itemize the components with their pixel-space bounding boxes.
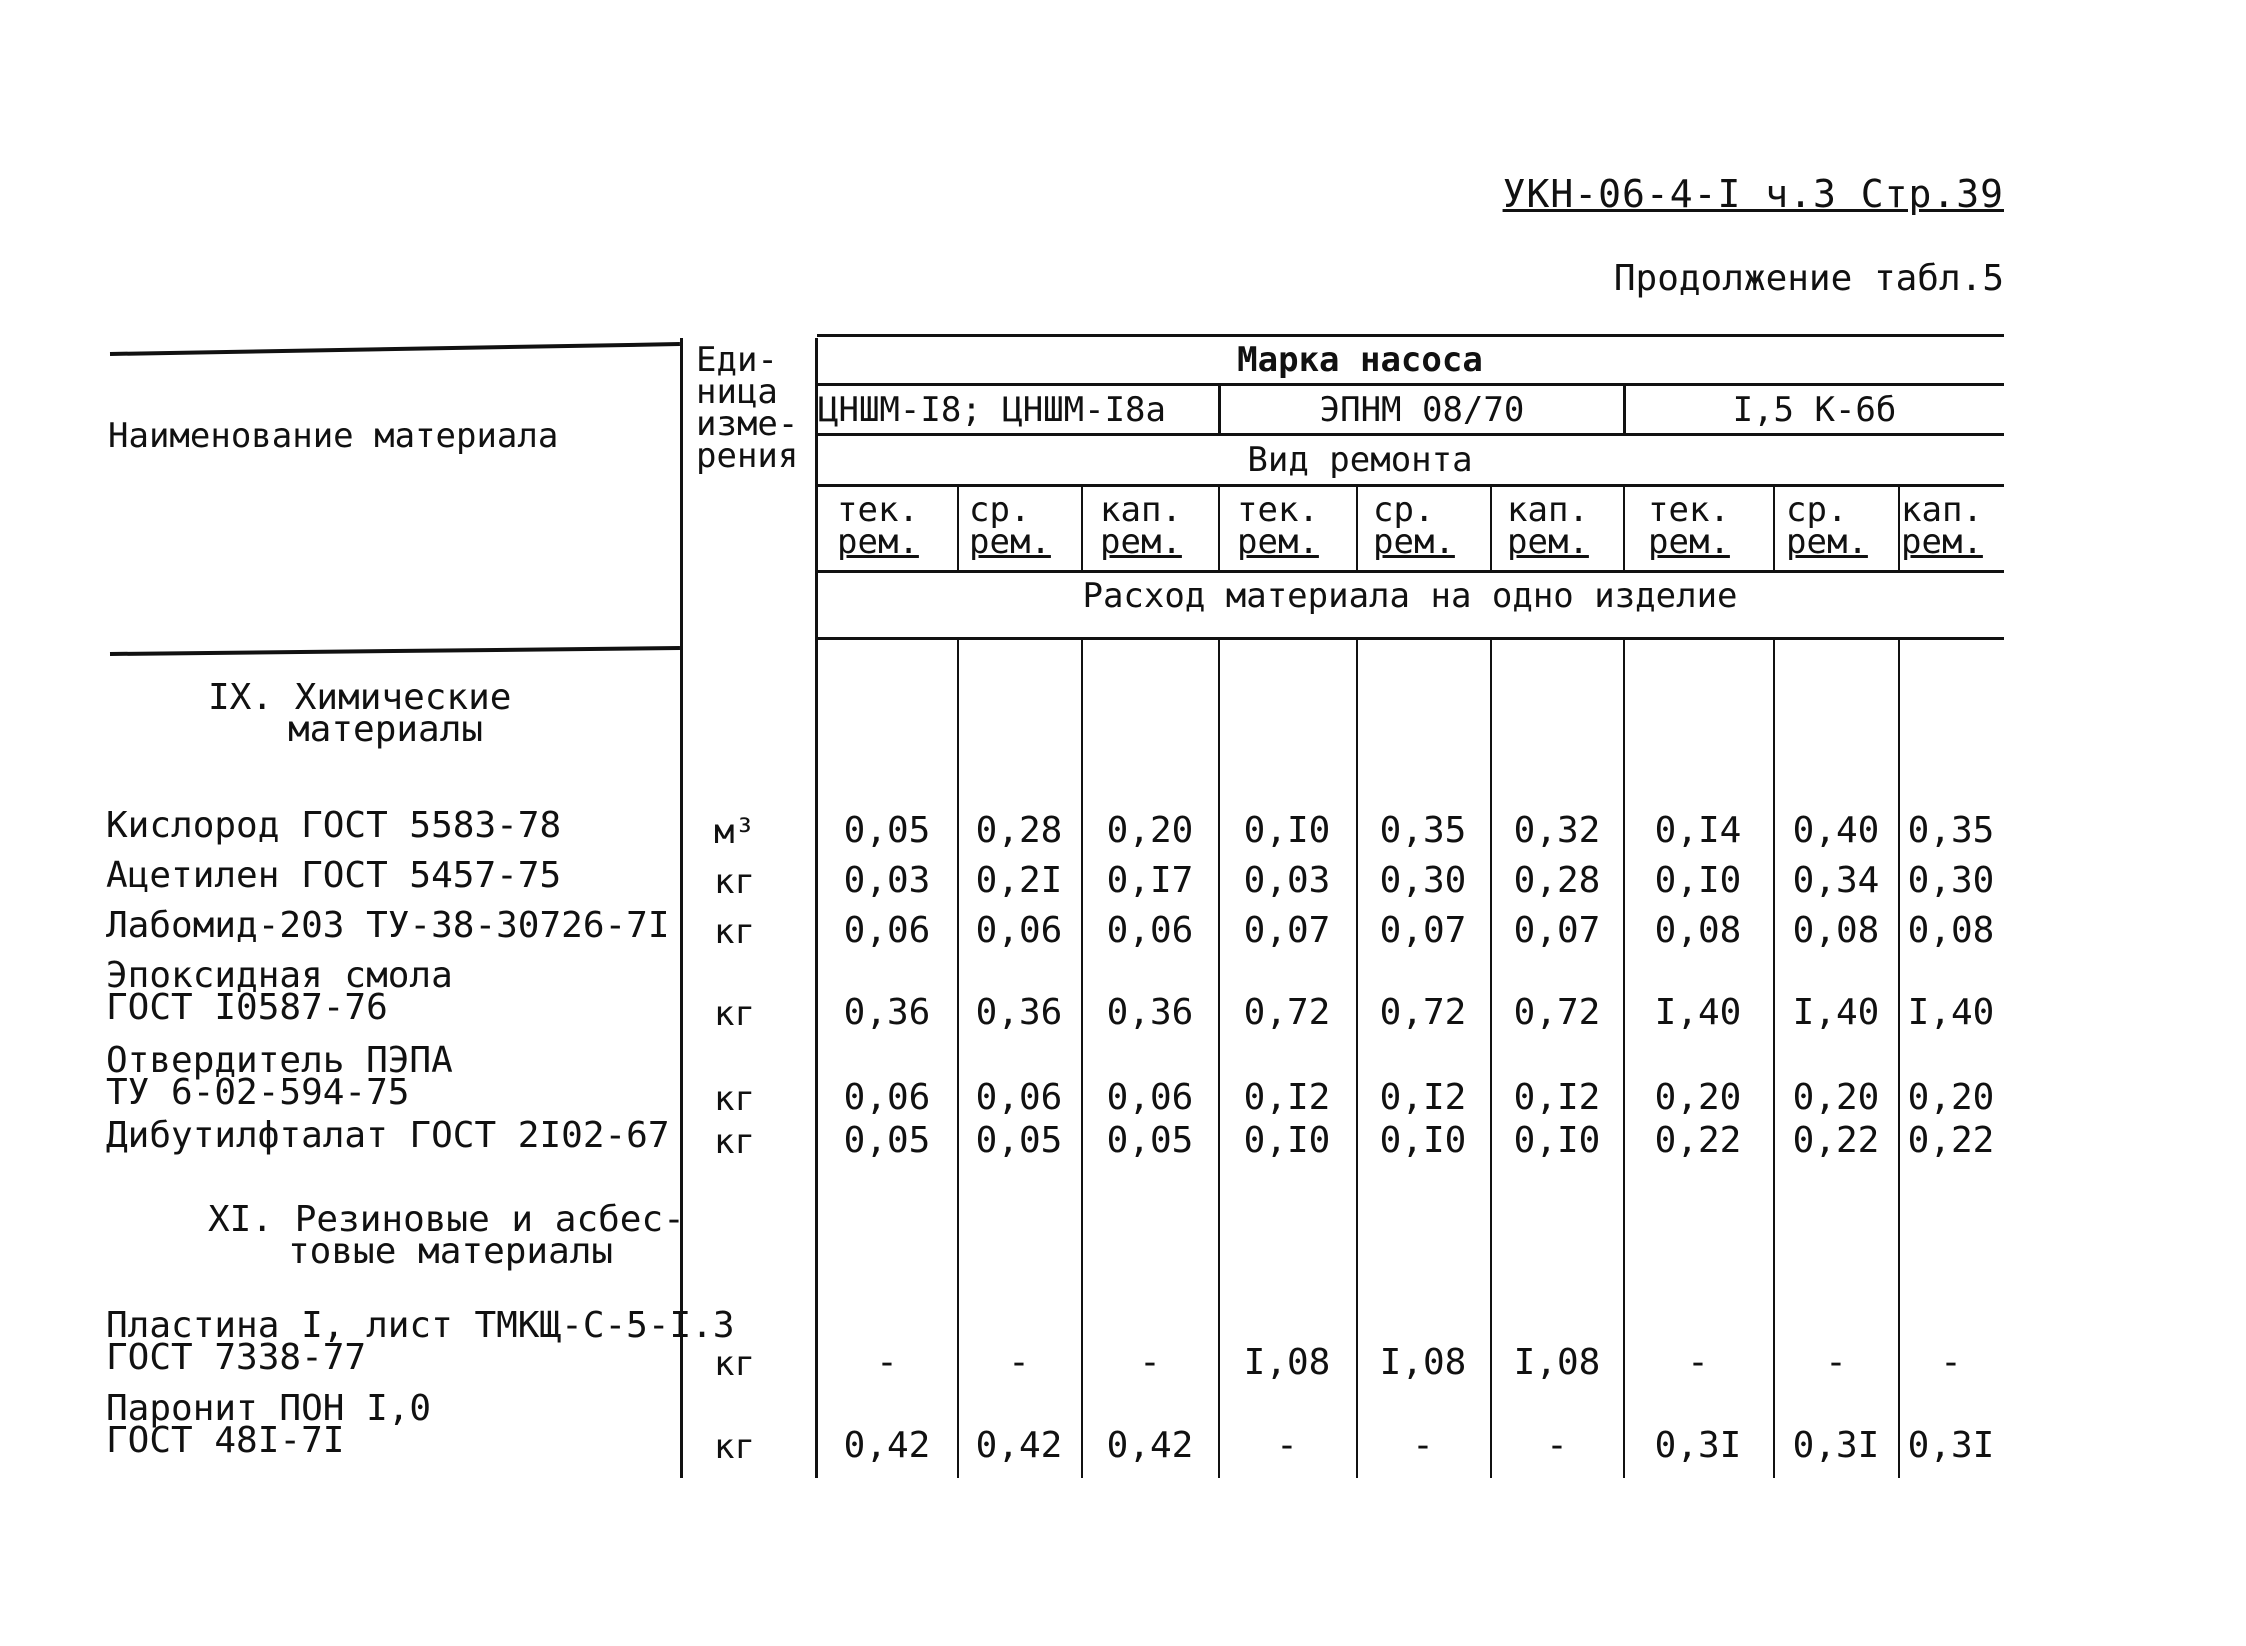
- unit-header-line: Еди-: [696, 340, 778, 380]
- value-cell: 0,07: [1243, 910, 1331, 951]
- value-cell: 0,28: [975, 810, 1063, 851]
- col-divider-6: [1623, 487, 1625, 571]
- repair-column-header-line: рем.: [969, 522, 1051, 562]
- value-cell: 0,36: [975, 992, 1063, 1033]
- unit-header-line: рения: [696, 436, 799, 476]
- pump-header-3: I,5 К-6б: [1732, 390, 1897, 430]
- value-cell: 0,3I: [1907, 1425, 1995, 1466]
- material-name-header: Наименование материала: [108, 416, 559, 456]
- repair-column-header-line: рем.: [1786, 522, 1868, 562]
- material-name-line: ГОСТ I0587-76: [106, 987, 388, 1028]
- repair-column-header-line: рем.: [1648, 522, 1730, 562]
- material-name-line: ГОСТ 7338-77: [106, 1337, 367, 1378]
- repair-column-header-line: тек.: [837, 490, 919, 530]
- section-title-line: XI. Резиновые и асбес-: [208, 1199, 685, 1240]
- value-cell: I,08: [1379, 1342, 1467, 1383]
- section-title: [208, 677, 512, 750]
- repair-column-header-line: рем.: [1901, 522, 1983, 562]
- pump-name-rule: [817, 433, 2004, 436]
- repair-column-header-line: кап.: [1901, 490, 1983, 530]
- value-cell: 0,08: [1907, 910, 1995, 951]
- repair-column-header-line: тек.: [1648, 490, 1730, 530]
- material-name-line: ГОСТ 48I-7I: [106, 1420, 345, 1461]
- repair-column-header: [1648, 490, 1730, 562]
- value-cell: 0,05: [1106, 1120, 1194, 1161]
- col-divider-8: [1898, 487, 1900, 571]
- section-title-line: IX. Химические: [208, 677, 512, 718]
- table-continuation-label: Продолжение табл.5: [1613, 258, 2004, 299]
- header-bottom-rule-left: [110, 646, 680, 656]
- pump-brand-header: Марка насоса: [1237, 340, 1483, 380]
- value-cell: -: [876, 1342, 898, 1383]
- unit-header-line: ница: [696, 372, 778, 412]
- value-cell: 0,I2: [1513, 1077, 1601, 1118]
- value-cell: 0,28: [1513, 860, 1601, 901]
- unit-cell: кг: [714, 1079, 755, 1119]
- value-cell: 0,03: [843, 860, 931, 901]
- value-cell: 0,I2: [1243, 1077, 1331, 1118]
- col-divider-5: [1490, 487, 1492, 571]
- value-cell: 0,I0: [1243, 810, 1331, 851]
- header-top-rule-right: [817, 334, 2004, 337]
- value-cell: 0,3I: [1654, 1425, 1742, 1466]
- value-cell: 0,2I: [975, 860, 1063, 901]
- body-col-divider-3: [1218, 640, 1220, 1478]
- unit-cell: кг: [714, 1427, 755, 1467]
- material-name: [106, 1040, 453, 1113]
- material-name-line: Паронит ПОН I,0: [106, 1388, 432, 1429]
- repair-column-header-line: тек.: [1237, 490, 1319, 530]
- col-divider-4: [1356, 487, 1358, 571]
- repair-column-header: [837, 490, 919, 562]
- col-divider-2: [1081, 487, 1083, 571]
- repair-column-header-line: рем.: [1100, 522, 1182, 562]
- value-cell: 0,08: [1792, 910, 1880, 951]
- pump-header-1: ЦНШМ-I8; ЦНШМ-I8а: [818, 390, 1166, 430]
- unit-cell: кг: [714, 1344, 755, 1384]
- pump-header-2: ЭПНМ 08/70: [1319, 390, 1525, 430]
- value-cell: 0,72: [1243, 992, 1331, 1033]
- material-name-line: Пластина I, лист ТМКЩ-С-5-I.3: [106, 1305, 735, 1346]
- value-cell: 0,36: [1106, 992, 1194, 1033]
- pump-brand-rule: [817, 383, 2004, 386]
- value-cell: 0,3I: [1792, 1425, 1880, 1466]
- value-cell: 0,I0: [1243, 1120, 1331, 1161]
- repair-column-header: [1901, 490, 1983, 562]
- consumption-header: Расход материала на одно изделие: [1082, 576, 1738, 616]
- value-cell: 0,42: [843, 1425, 931, 1466]
- col-divider-3: [1218, 487, 1220, 571]
- unit-cell: кг: [714, 862, 755, 902]
- repair-column-header-line: рем.: [1507, 522, 1589, 562]
- value-cell: 0,06: [843, 1077, 931, 1118]
- repair-column-header: [1100, 490, 1182, 562]
- pump-divider-1: [1218, 384, 1221, 434]
- repair-column-header: [1507, 490, 1589, 562]
- material-name: [106, 805, 562, 846]
- unit-cell: кг: [714, 1122, 755, 1162]
- value-cell: 0,I7: [1106, 860, 1194, 901]
- value-cell: 0,42: [975, 1425, 1063, 1466]
- repair-column-header: [1786, 490, 1868, 562]
- value-cell: 0,05: [843, 1120, 931, 1161]
- section-title-line: товые материалы: [288, 1231, 614, 1272]
- value-cell: 0,I4: [1654, 810, 1742, 851]
- value-cell: -: [1276, 1425, 1298, 1466]
- value-cell: 0,22: [1654, 1120, 1742, 1161]
- value-cell: 0,30: [1379, 860, 1467, 901]
- material-name: [106, 1388, 432, 1461]
- material-name: [106, 1115, 670, 1156]
- value-cell: 0,36: [843, 992, 931, 1033]
- material-name-line: Кислород ГОСТ 5583-78: [106, 805, 562, 846]
- value-cell: 0,20: [1654, 1077, 1742, 1118]
- value-cell: 0,20: [1907, 1077, 1995, 1118]
- value-cell: 0,08: [1654, 910, 1742, 951]
- value-cell: 0,40: [1792, 810, 1880, 851]
- value-cell: 0,20: [1106, 810, 1194, 851]
- repair-column-header-line: ср.: [1786, 490, 1848, 530]
- value-cell: I,40: [1792, 992, 1880, 1033]
- value-cell: 0,32: [1513, 810, 1601, 851]
- material-name-line: Эпоксидная смола: [106, 955, 453, 996]
- value-cell: I,08: [1243, 1342, 1331, 1383]
- value-cell: 0,06: [1106, 1077, 1194, 1118]
- unit-data-divider: [815, 338, 818, 1478]
- value-cell: 0,I2: [1379, 1077, 1467, 1118]
- value-cell: 0,20: [1792, 1077, 1880, 1118]
- repair-column-header: [969, 490, 1051, 562]
- document-reference: УКН-06-4-I ч.3 Стр.39: [1502, 172, 2004, 216]
- header-bottom-rule-right: [817, 637, 2004, 640]
- col-divider-1: [957, 487, 959, 571]
- value-cell: -: [1008, 1342, 1030, 1383]
- value-cell: 0,34: [1792, 860, 1880, 901]
- section-title-line: материалы: [288, 709, 484, 750]
- material-name-line: Лабомид-203 ТУ-38-30726-7I: [106, 905, 670, 946]
- value-cell: 0,05: [975, 1120, 1063, 1161]
- section-title: [208, 1199, 685, 1272]
- value-cell: 0,06: [843, 910, 931, 951]
- material-name-line: Ацетилен ГОСТ 5457-75: [106, 855, 562, 896]
- material-name-line: Дибутилфталат ГОСТ 2I02-67: [106, 1115, 670, 1156]
- repair-cols-rule: [817, 570, 2004, 573]
- repair-type-rule: [817, 484, 2004, 487]
- repair-column-header-line: рем.: [837, 522, 919, 562]
- value-cell: 0,06: [975, 910, 1063, 951]
- body-col-divider-6: [1623, 640, 1625, 1478]
- value-cell: I,40: [1907, 992, 1995, 1033]
- value-cell: -: [1687, 1342, 1709, 1383]
- value-cell: I,08: [1513, 1342, 1601, 1383]
- repair-column-header-line: ср.: [1373, 490, 1435, 530]
- value-cell: -: [1940, 1342, 1962, 1383]
- value-cell: 0,I0: [1654, 860, 1742, 901]
- repair-column-header-line: рем.: [1373, 522, 1455, 562]
- value-cell: 0,07: [1379, 910, 1467, 951]
- value-cell: 0,72: [1513, 992, 1601, 1033]
- value-cell: 0,05: [843, 810, 931, 851]
- value-cell: 0,35: [1907, 810, 1995, 851]
- value-cell: 0,07: [1513, 910, 1601, 951]
- value-cell: 0,I0: [1513, 1120, 1601, 1161]
- material-name-line: Отвердитель ПЭПА: [106, 1040, 453, 1081]
- unit-cell: м³: [714, 812, 755, 852]
- material-name-line: ТУ 6-02-594-75: [106, 1072, 410, 1113]
- repair-column-header: [1373, 490, 1455, 562]
- unit-header: [696, 340, 799, 476]
- unit-header-line: изме-: [696, 404, 799, 444]
- value-cell: 0,22: [1792, 1120, 1880, 1161]
- repair-column-header-line: ср.: [969, 490, 1031, 530]
- value-cell: -: [1412, 1425, 1434, 1466]
- value-cell: 0,03: [1243, 860, 1331, 901]
- value-cell: I,40: [1654, 992, 1742, 1033]
- header-top-rule: [110, 342, 680, 356]
- material-name: [106, 905, 670, 946]
- repair-column-header-line: кап.: [1507, 490, 1589, 530]
- repair-column-header: [1237, 490, 1319, 562]
- repair-type-header: Вид ремонта: [1247, 440, 1473, 480]
- repair-column-header-line: рем.: [1237, 522, 1319, 562]
- value-cell: 0,06: [1106, 910, 1194, 951]
- value-cell: 0,72: [1379, 992, 1467, 1033]
- pump-divider-2: [1623, 384, 1626, 434]
- value-cell: 0,30: [1907, 860, 1995, 901]
- value-cell: 0,42: [1106, 1425, 1194, 1466]
- value-cell: 0,35: [1379, 810, 1467, 851]
- value-cell: 0,I0: [1379, 1120, 1467, 1161]
- unit-cell: кг: [714, 994, 755, 1034]
- value-cell: -: [1825, 1342, 1847, 1383]
- value-cell: -: [1546, 1425, 1568, 1466]
- value-cell: -: [1139, 1342, 1161, 1383]
- repair-column-header-line: кап.: [1100, 490, 1182, 530]
- material-name: [106, 1305, 735, 1378]
- unit-cell: кг: [714, 912, 755, 952]
- material-name: [106, 855, 562, 896]
- value-cell: 0,22: [1907, 1120, 1995, 1161]
- value-cell: 0,06: [975, 1077, 1063, 1118]
- col-divider-7: [1773, 487, 1775, 571]
- material-name: [106, 955, 453, 1028]
